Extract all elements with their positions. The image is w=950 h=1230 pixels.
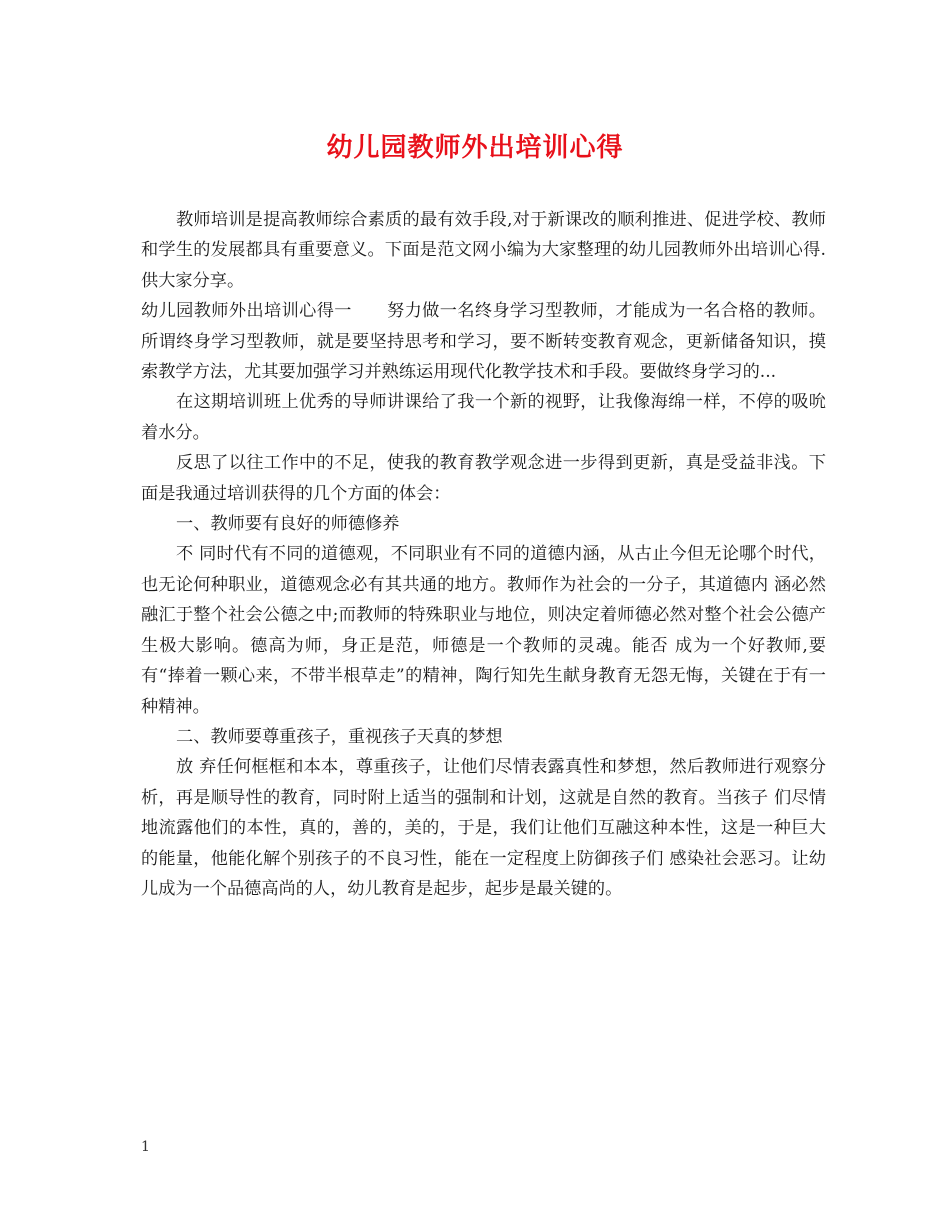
- paragraph-intro: 教师培训是提高教师综合素质的最有效手段,对于新课改的顺利推进、促进学校、教师和学生的发展都具有重要意义。下面是范文网小编为大家整理的幼儿园教师外出培训心得.供大家分享。: [141, 210, 826, 291]
- paragraph-section-one-start: 幼儿园教师外出培训心得一 努力做一名终身学习型教师，才能成为一名合格的教师。所谓终身学习型教师，就是要坚持思考和学习，要不断转变教育观念，更新储备知识，摸索教学方法，尤其要加强学习并熟练运用现代化教学技术和手段。要做终身学习的...: [141, 301, 826, 383]
- document-body: [141, 205, 826, 904]
- paragraph-ethics: 不 同时代有不同的道德观，不同职业有不同的道德内涵，从古止今但无论哪个时代，也无论何种职业，道德观念必有其共通的地方。教师作为社会的一分子，其道德内 涵必然融汇于整个社会公德之中;而教师的特殊职业与地位，则决定着师德必然对整个社会公德产生极大影响。德高为师，身正是范，师德是一个教师的灵魂。能否 成为一个好教师,要有“捧着一颗心来，不带半根草走”的精神，陶行知先生献身教育无怨无悔，关键在于有一种精神。: [141, 544, 826, 717]
- section-heading-respect: 二、教师要尊重孩子，重视孩子天真的梦想: [176, 726, 503, 747]
- paragraph-respect: 放 弃任何框框和本本，尊重孩子，让他们尽情表露真性和梦想，然后教师进行观察分析，再是顺导性的教育，同时附上适当的强制和计划，这就是自然的教育。当孩子 们尽情地流露他们的本性，真的，善的，美的，于是，我们让他们互融这种本性，这是一种巨大的能量，他能化解个别孩子的不良习性，能在一定程度上防御孩子们 感染社会恶习。让幼儿成为一个品德高尚的人，幼儿教育是起步，起步是最关键的。: [141, 757, 826, 899]
- section-heading-ethics: 一、教师要有良好的师德修养: [176, 514, 400, 535]
- paragraph-training-view: 在这期培训班上优秀的导师讲课给了我一个新的视野，让我像海绵一样，不停的吸吮着水分。: [141, 392, 826, 443]
- page-number: 1: [141, 1139, 150, 1155]
- paragraph-reflection: 反思了以往工作中的不足，使我的教育教学观念进一步得到更新，真是受益非浅。下面是我通过培训获得的几个方面的体会：: [141, 453, 826, 504]
- document-title: 幼儿园教师外出培训心得: [326, 133, 624, 163]
